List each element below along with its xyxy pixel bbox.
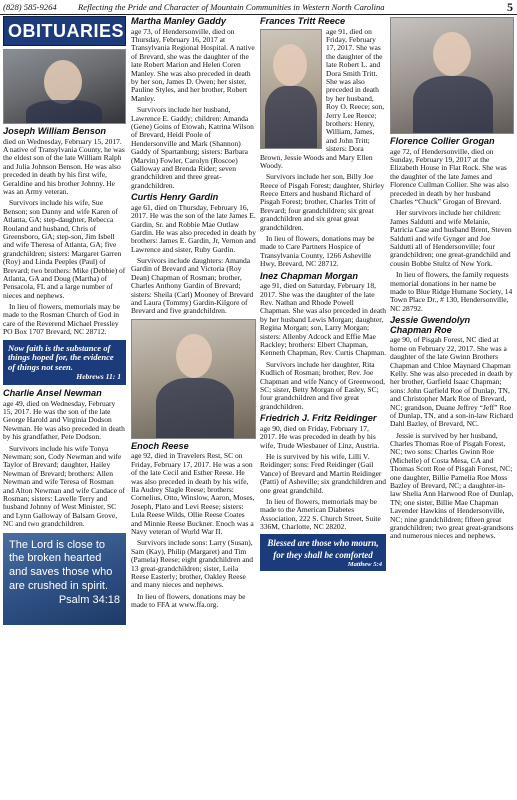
page-number: 5	[507, 0, 513, 14]
header-phone: (828) 585-9264	[3, 2, 57, 12]
obituary-text: Her survivors include her children: James Saldutti and wife Melanie, Patricia Case and husband Brent, Steven Saldutti and wife Gynger and Joe Saldutti all of Hendersonville; four grandchildren; one great-grandchild and cousin Bobbe Stultz of New York.	[390, 208, 512, 268]
obituary-text: age 73, of Hendersonville, died on Thursday, February 16, 2017 at Transylvania Regional Hospital. A native of Brevard, she was the daughter of the late Robert Marion and Helen Coren Manley. She was also preceded in death by her son, James D. Owen; her sister, Pauline Styles, and her brother, Robert Manley.	[131, 26, 255, 103]
scripture-verse-box	[3, 533, 126, 625]
obituary-text: In lieu of flowers, memorials may be made to the Rosman Church of God in care of the Reverend Michael Pressley PO Box 1707 Brevard, NC 28712.	[3, 302, 121, 337]
obituary-text: Jessie is survived by her husband, Charles Thomas Roe of Pisgah Forest, NC; two sons: Charles Gwinn Roe (Michelle) of Costa Mesa, CA and Thomas Scott Roe of Pisgah Forest, NC; one daughter, Billie Pamelia Roe Moss Bazley of Brevard, NC; a daughter-in-law Shelia Ann Harwood Roe of Dunlap, TN; one sister, Billie Mae Chapman Lavender Hawkins of Hendersonville, NC; nine grandchildren; fifteen great grandchildren; two great great-grandsons and numerous nieces and nephews.	[390, 430, 514, 541]
obituary-text: age 91, died on Friday, February 17, 2017. She was the daughter of the late Robert L. and Dora Smith Tritt. She was also preceded in death by her husband, Roy O. Reece; son, Jerry Lee Reece; brothers: Henry, William, James, and John Tritt; sisters: Dora Brown, Jessie Woods and Mary Ellen Woody.	[260, 26, 385, 170]
quote-reference: Hebrews 11: 1	[76, 371, 121, 381]
obituary-name: Martha Manley Gaddy	[131, 16, 226, 26]
page-header	[0, 0, 517, 15]
obituary-text: age 72, of Hendersonville, died on Sunday, February 19, 2017 at the Elizabeth House in Flat Rock. She was the daughter of the late James and Florence Cullman Collier. She was also preceded in death by her husband Charles “Chuck” Grogan of Brevard.	[390, 146, 509, 206]
obituary-text: age 90, died on Friday, February 17, 2017. He was preceded in death by his wife, Trude Wiesbauer of Linz, Austria.	[260, 423, 380, 450]
scripture-quote	[260, 534, 386, 571]
obituary-text: He is survived by his wife, Lilli V. Reidinger; sons: Fred Reidinger (Gail Vance) of Brevard and Martin Reidinger (Patti) of Asheville; six grandchildren and one great grandchild.	[260, 451, 386, 495]
obituary-text: Survivors include his wife Tonya Newman; son, Cody Newman and wife Taylor of Brevard; daughter, Hailey Newman of Brevard; brothers: Allen Newman and wife Teresa of Rosman and Alton Newman and wife Candace of Rosman; sisters: Lavelle Terry and husband Johnny of West Minister, SC and Lynn Galloway of Balsam Grove, NC and two grandchildren.	[3, 443, 126, 529]
verse-text: The Lord is close to the broken hearted and saves those who are crushed in spirit.	[9, 538, 113, 592]
obituary-text: In lieu of flowers, donations may be made to Care Partners Hospice of Transylvania County, 1266 Asheville Hwy, Brevard, NC 28712.	[260, 234, 375, 269]
column-3	[260, 16, 386, 798]
obituary-text: In lieu of flowers, donations may be made to FFA at www.ffa.org.	[131, 591, 246, 610]
obituary-text: Survivors include his wife, Sue Benson; son Danny and wife Karen of Atlanta, GA; step-daughter, Rebecca Rouland and husband, Chris of Greensboro, GA; step-son, Jim Isbell and wife Theresa of Atlanta, GA; five grandchildren; sisters: Margaret Garren (Roy) and Linda Peeples (Paul) of Brevard; two brothers: Mike (Debbie) of Atlanta, GA and Doug (Martha) of Pensacola, FL and a large number of nieces and nephews.	[3, 198, 126, 300]
quote-text: Now faith is the substance of things hoped for, the evidence of things not seen.	[8, 342, 114, 372]
scripture-quote	[3, 340, 126, 385]
photo-florence-grogan	[390, 17, 514, 134]
column-1	[3, 16, 126, 798]
obituary-text: In lieu of flowers, memorials may be made to the American Diabetes Association, 222 S. Church Street, Suite 336M, Charlotte, NC 28202.	[260, 496, 381, 532]
obituary-text: Survivors include daughters: Amanda Gardin of Brevard and Victoria (Roy Dean) Chapman of Rosman; brother, Charles Anthony Gardin of Brevard; sisters: Sheila (Carl) Mooney of Brevard and Laura (Tommy) Gardin-Kilgore of Brevard and five grandchildren.	[131, 256, 254, 316]
obituary-name: Inez Chapman Morgan	[260, 270, 359, 281]
obituary-text: In lieu of flowers, the family requests memorial donations in her name be made to Blue Ridge Humane Society, 14 Town Place Dr., # 130, Hendersonville, NC 28792.	[390, 270, 513, 313]
obituary-text: Survivors include sons: Larry (Susan), Sam (Kay), Philip (Margaret) and Tim (Pamela) Reese; eight grandchildren and 13 great-grandchildren; sister, Leila Reese Easterly; brother, Oakley Reese and many nieces and nephews.	[131, 538, 254, 590]
obituary-text: age 91, died on Saturday, February 18, 2017. She was the daughter of the late Rev. Nathan and Rhode Powell Chapman. She was also preceded in death by her husband Lewis Morgan; daughter, Regina Morgan; son, Larry Morgan; sisters: Allenby Adcock and Effie Mae Rackley; brothers: Elbert Chapman, Kenneth Chapman, Rev. Curtis Chapman.	[260, 281, 386, 358]
obituary-text: Survivors include her husband, Lawrence E. Gaddy; children: Amanda (Gene) Goins of Etowah, Katrina Wilson of Brevard, Heidi Poole of Hendersonville and Mark (Shannon) Gaddy of Spartanburg; sisters: Barbara (Marvin) Fowler, Carolyn (Roscoe) Galloway and Brenda Rider; seven grandchildren and three great-grandchildren.	[131, 105, 254, 190]
photo-joseph-benson	[3, 49, 126, 124]
obituary-text: age 61, died on Thursday, February 16, 2017. He was the son of the late James E. Gardin, Sr. and Robbie Mae Outlaw Gardin. He was also preceded in death by brothers: James E. Gardin, Jr, Vernon and Lawrence and sister, Ruby Gardin.	[131, 202, 256, 254]
verse-reference: Psalm 34:18	[58, 593, 120, 606]
obituary-text: age 49, died on Wednesday, February 15, 2017. He was the son of the late George Harold and Virginia Dodson Newman. He was also preceded in death by his grandfather, Pete Dodson.	[3, 398, 125, 442]
header-slogan: Reflecting the Pride and Character of Mountain Communities in Western North Carolina	[78, 2, 385, 12]
obituary-name: Jessie Gwendolyn Chapman Roe	[390, 315, 471, 335]
obituary-name: Florence Collier Grogan	[390, 136, 495, 146]
obituary-text: Survivors include her daughter, Rita Kudlich of Rosman; brother, Rev. Joe Chapman and wife Nancy of Greenwood, SC; sister, Betty Morgan of Easley, SC; four grandchildren and five great grandchildren.	[260, 359, 385, 411]
obituary-name: Joseph William Benson	[3, 126, 107, 136]
obituaries-banner: OBITUARIES	[3, 16, 126, 46]
column-2	[131, 16, 256, 798]
photo-frances-reece	[260, 29, 322, 149]
obituary-text: died on Wednesday, February 15, 2017. A native of Transylvania County, he was the eldest son of the late William Ralph and Julia Johnson Benson. He was also preceded in death by his first wife, Geraldine and his brother Johnny. He was an Army veteran.	[3, 136, 125, 196]
column-4	[390, 16, 514, 798]
obituary-name: Frances Tritt Reece	[260, 16, 346, 26]
obituary-name: Enoch Reese	[131, 440, 189, 451]
obituary-name: Curtis Henry Gardin	[131, 192, 219, 203]
obituary-name: Friedrich J. Fritz Reidinger	[260, 413, 377, 424]
photo-enoch-reese	[131, 319, 256, 439]
obituary-text: Survivors include her son, Billy Joe Reece of Pisgah Forest; daughter, Shirley Reece Etters and husband Richard of Pisgah Forest; brother, Charles Tritt of Brevard; four grandchildren; six great grandchildren and six great great grandchildren.	[260, 172, 385, 232]
obituary-text: age 92, died in Travelers Rest, SC on Friday, February 17, 2017. He was a son of the late Cecil and Esther Reese. He was also preceded in death by his wife, Ila Audrey Slagle Reese; brothers: Cornelius, Otto, Winslow, Aaron, Moses, Joseph, Plato and Levi Reese; sisters: Lula Reese Wilds, Ollie Reese Coates and Minnie Reese Buckner. Enoch was a Navy veteran of World War II.	[131, 451, 255, 536]
obituary-text: age 90, of Pisgah Forest, NC died at home on February 22, 2017. She was a daughter of the late Gwinn Brothers Chapman and Chloe Maynard Chapman Kelly. She was also preceded in death by her brother, Garfield Isaac Chapman; sons: John Garfield Roe of Dunlap, TN, and Christopher Mark Roe of Brevard, NC; grandson, Duane Jeffrey “Jeff” Roe of Dunlap, TN, and a son-in-law Richard Dahl Bazley, of Brevard, NC.	[390, 335, 514, 429]
quote-reference: Matthew 5:4	[347, 560, 382, 568]
obituary-name: Charlie Ansel Newman	[3, 388, 102, 399]
quote-text: Blessed are those who mourn, for they shall be comforted	[267, 538, 379, 560]
